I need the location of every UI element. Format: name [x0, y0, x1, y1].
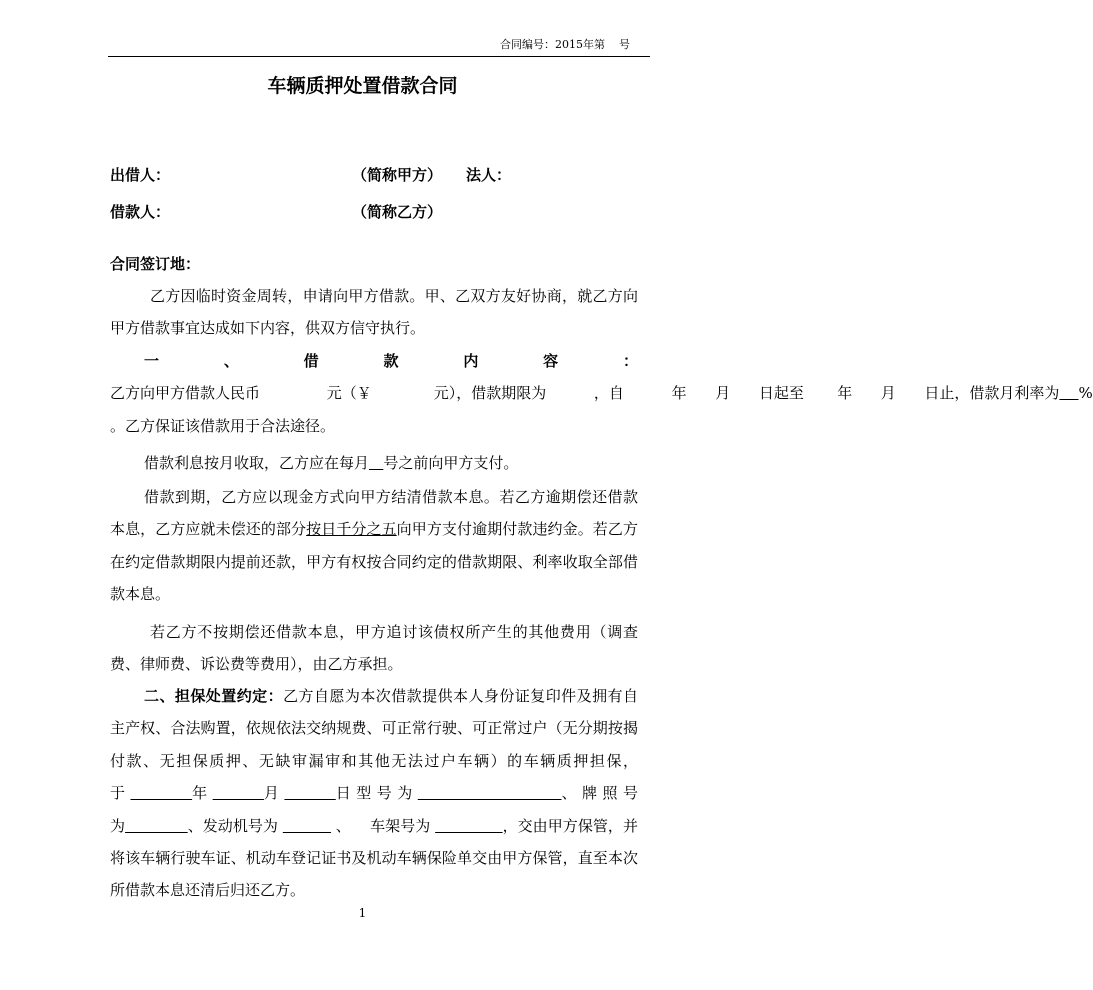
day-blank — [284, 784, 335, 802]
section1-paragraph4 — [110, 616, 638, 681]
borrower-label: 借款人： — [110, 203, 171, 221]
section1-p4-text: 若乙方不按期偿还借款本息，甲方追讨该债权所产生的其他费用（调查费、律师费、诉讼费等费用），由乙方承担。 — [110, 623, 638, 674]
document-title: 车辆质押处置借款合同 — [267, 75, 458, 97]
page-number: 1 — [358, 906, 367, 920]
lender-abbr: （简称甲方） — [352, 166, 443, 184]
model-blank — [418, 784, 562, 802]
section1-p2-text: 借款利息按月收取，乙方应在每月 — [144, 454, 370, 472]
sign-place-label: 合同签订地： — [110, 255, 201, 273]
pay-day-blank — [369, 454, 383, 472]
intro-text: 乙方因临时资金周转，申请向甲方借款。甲、乙双方友好协商，就乙方向甲方借款事宜达成如下内容，供双方信守执行。 — [110, 287, 638, 338]
intro-paragraph — [110, 280, 638, 345]
section1-heading: 一、借款内容： — [144, 352, 638, 370]
section1-paragraph2 — [110, 447, 638, 479]
section1-paragraph3 — [110, 481, 638, 611]
section2-text-a: 乙方自愿为本次借款提供本人身份证复印件及拥有自主产权、合法购置，依规依法交纳规费、可正常行驶、可正常过户（无分期按揭付款、无担保质押、无缺审漏审和其他无法过户车辆）的车辆质押担保，于 — [110, 687, 638, 803]
section2-text-c: 、牌照号为 — [110, 784, 638, 835]
penalty-rate: 按日千分之五 — [306, 520, 397, 539]
section1-p2-tail: 号之前向甲方支付。 — [383, 454, 519, 472]
section2-heading: 二、担保处置约定： — [144, 687, 284, 705]
section1-p1-text: 乙方向甲方借款人民币 元（￥ 元），借款期限为 ，自 年 月 日起至 年 月 日止，借款月利率为 — [110, 384, 1060, 403]
contract-number: 合同编号：2015年第 号 — [500, 38, 630, 51]
legal-rep-label: 法人： — [466, 166, 512, 184]
monthly-rate-blank — [1059, 384, 1078, 402]
section2-text-g: ，交由甲方保管，并将该车辆行驶车证、机动车登记证书及机动车辆保险单交由甲方保管，直至本次所借款本息还清后归还乙方。 — [110, 816, 638, 900]
section2-text-e: 、发动机号为 — [187, 816, 283, 835]
lender-label: 出借人： — [110, 166, 171, 184]
month-label: 月 — [263, 784, 285, 803]
section1-p3-tail: 向甲方支付逾期付款违约金。若乙方在约定借款期限内提前还款，甲方有权按合同约定的借款期限、利率收取全部借款本息。 — [110, 520, 638, 604]
year-blank — [131, 784, 193, 802]
section1-paragraph1 — [110, 345, 1093, 442]
borrower-abbr: （简称乙方） — [352, 203, 443, 221]
section2-text-f: 、 车架号为 — [330, 816, 436, 835]
section1-p1-tail: % 。乙方保证该借款用于合法途径。 — [110, 384, 1093, 435]
section2-text-b: 日型号为 — [335, 784, 418, 803]
section2-paragraph — [110, 680, 638, 907]
month-blank — [213, 784, 264, 802]
section1-p3-text: 借款到期，乙方应以现金方式向甲方结清借款本息。若乙方逾期偿还借款本息，乙方应就未偿还的部分 — [110, 488, 638, 539]
year-label: 年 — [192, 784, 213, 803]
header-divider — [108, 56, 650, 57]
vin-blank — [435, 817, 502, 835]
plate-blank — [125, 817, 188, 835]
engine-blank — [283, 817, 331, 835]
